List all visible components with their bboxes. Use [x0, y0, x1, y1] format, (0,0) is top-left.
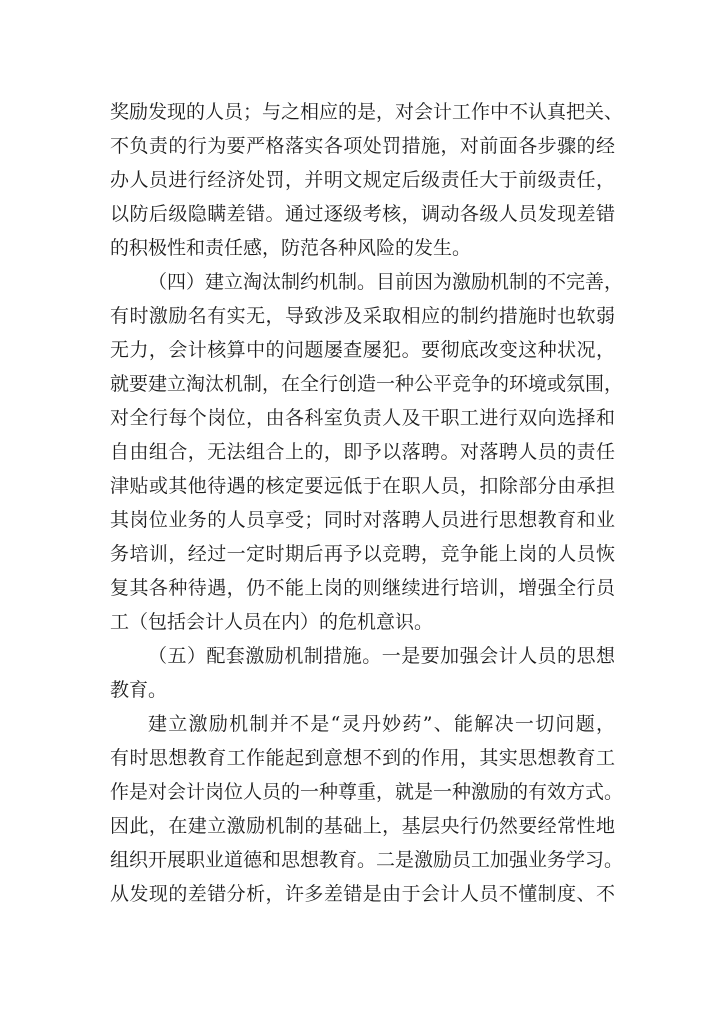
- text-line: 复其各种待遇，仍不能上岗的则继续进行培训，增强全行员: [110, 577, 615, 599]
- text-line: 组织开展职业道德和思想教育。二是激励员工加强业务学习。: [110, 849, 624, 871]
- text-line: 奖励发现的人员；与之相应的是，对会计工作中不认真把关、: [110, 101, 624, 123]
- text-line: 以防后级隐瞒差错。通过逐级考核，调动各级人员发现差错: [110, 203, 615, 225]
- text-line: 津贴或其他待遇的核定要远低于在职人员，扣除部分由承担: [110, 475, 615, 497]
- text-line: 有时思想教育工作能起到意想不到的作用，其实思想教育工: [110, 747, 615, 769]
- text-line: 工（包括会计人员在内）的危机意识。: [110, 611, 434, 633]
- paragraph-heading-5: （五）配套激励机制措施。一是要加强会计人员的思想: [148, 645, 615, 667]
- text-line: 作是对会计岗位人员的一种尊重，就是一种激励的有效方式。: [110, 781, 624, 803]
- text-line: 办人员进行经济处罚，并明文规定后级责任大于前级责任，: [110, 169, 615, 191]
- text-line: 自由组合，无法组合上的，即予以落聘。对落聘人员的责任: [110, 441, 615, 463]
- text-line: 因此，在建立激励机制的基础上，基层央行仍然要经常性地: [110, 815, 615, 837]
- text-line: 无力，会计核算中的问题屡查屡犯。要彻底改变这种状况，: [110, 339, 615, 361]
- paragraph-heading-4: （四）建立淘汰制约机制。目前因为激励机制的不完善，: [148, 271, 624, 293]
- text-line: 从发现的差错分析，许多差错是由于会计人员不懂制度、不: [110, 883, 615, 905]
- text-line: 对全行每个岗位，由各科室负责人及干职工进行双向选择和: [110, 407, 615, 429]
- text-line: 的积极性和责任感，防范各种风险的发生。: [110, 237, 472, 259]
- text-line: 不负责的行为要严格落实各项处罚措施，对前面各步骤的经: [110, 135, 615, 157]
- text-line: 教育。: [110, 679, 168, 701]
- text-line: 其岗位业务的人员享受；同时对落聘人员进行思想教育和业: [110, 509, 615, 531]
- text-line: 有时激励名有实无，导致涉及采取相应的制约措施时也软弱: [110, 305, 615, 327]
- text-line: 务培训，经过一定时期后再予以竞聘，竞争能上岗的人员恢: [110, 543, 615, 565]
- text-line: 建立激励机制并不是“灵丹妙药”、能解决一切问题，: [148, 713, 615, 735]
- text-line: 就要建立淘汰机制，在全行创造一种公平竞争的环境或氛围，: [110, 373, 624, 395]
